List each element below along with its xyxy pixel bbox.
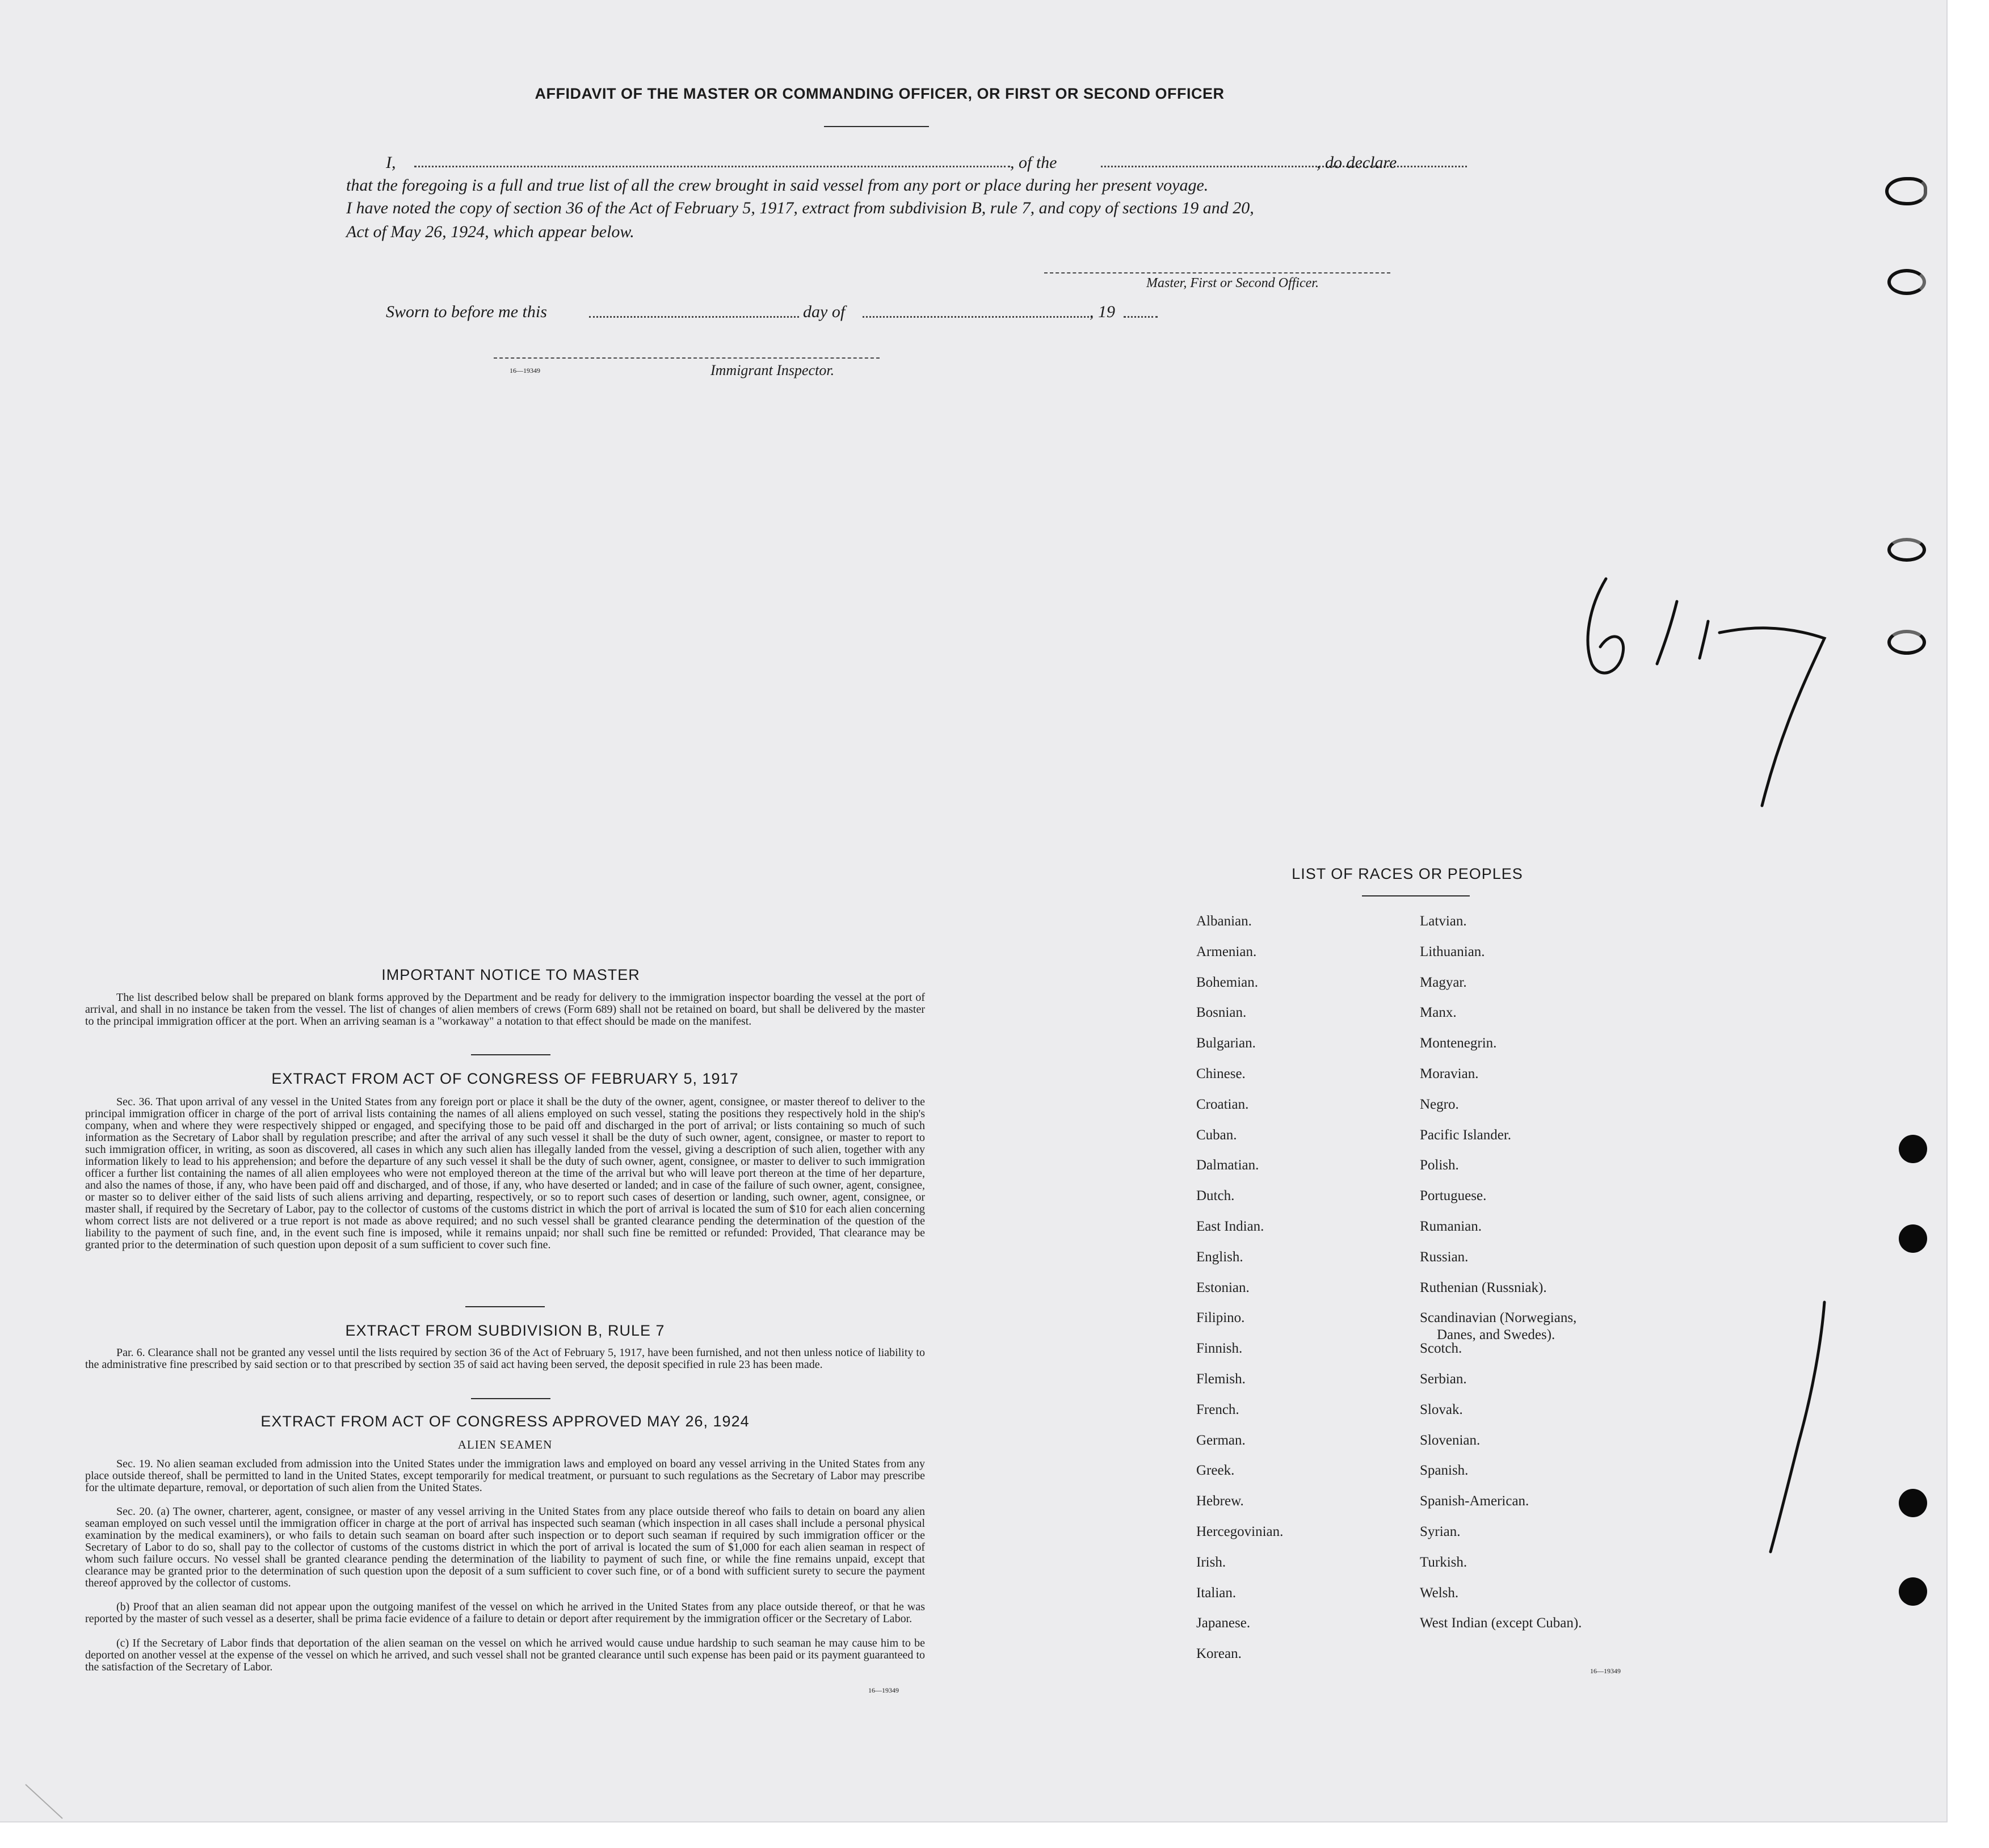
races-left-column — [1196, 914, 1412, 1674]
race-item: Bulgarian. — [1196, 1035, 1256, 1051]
sworn-text: Sworn to before me this — [386, 302, 547, 321]
race-item: Finnish. — [1196, 1341, 1243, 1356]
extract-form-number: 16—19349 — [868, 1686, 899, 1694]
affidavit-line-4: Act of May 26, 1924, which appear below. — [346, 222, 634, 241]
extract-1917-body: Sec. 36. That upon arrival of any vessel in the United States from any foreign port or place it shall be the duty of the owner, agent, consignee, or master thereof to deliver to the principal immigration officer in charge of the port of arrival lists containing the names of all aliens employed on such vessel, stating the positions they respectively hold in the ship's company, when and where they were respectively shipped or engaged, and specifying those to be paid off and discharged in the port of arrival; or lists containing so much of such information as the Secretary of Labor shall by regulation prescribe; and after the arrival of any such vessel it shall be the duty of such owner, agent, consignee, or master to report to such immigration officer, in writing, as soon as discovered, all cases in which any such alien has illegally landed from the vessel, giving a description of such alien, together with any information likely to lead to his apprehension; and before the departure of any such vessel it shall be the duty of such owner, agent, consignee, or master to deliver to such immigration officer a further list containing the names of all alien employees who were not employed thereon at the time of the arrival but who will leave port thereon at the time of her departure, and also the names of those, if any, who have been paid off and discharged, and of those, if any, who have deserted or landed; and in case of the failure of such owner, agent, consignee, or master so to deliver either of the said lists of such aliens arriving and departing, respectively, or so to report such cases of desertion or landing, such owner, agent, consignee, or master shall, if required by the Secretary of Labor, pay to the collector of customs of the customs district in which the port of arrival is located the sum of $10 for each alien concerning whom correct lists are not delivered or a true report is not made as above required; and no such vessel shall be granted clearance pending the determination of the question of the liability to the payment of such fine, and, in the event such fine is imposed, while it remains unpaid; nor shall such fine be remitted or refunded: Provided, That clearance may be granted prior to the determination of such question upon deposit of a sum sufficient to cover such fine. — [85, 1096, 925, 1251]
binder-clip-2 — [1887, 269, 1926, 295]
race-item: Lithuanian. — [1420, 944, 1485, 959]
notice-rule — [471, 1054, 550, 1055]
sworn-year-field[interactable] — [1124, 316, 1158, 318]
races-form-number: 16—19349 — [1590, 1667, 1621, 1675]
affidavit-line-3: I have noted the copy of section 36 of the Act of February 5, 1917, extract from subdivision B, rule 7, and copy of sections 19 and 20, — [346, 199, 1254, 217]
affidavit-title: AFFIDAVIT OF THE MASTER OR COMMANDING OFFICER, OR FIRST OR SECOND OFFICER — [535, 85, 1225, 102]
extract-1924-subtitle: ALIEN SEAMEN — [457, 1438, 553, 1451]
race-item: Korean. — [1196, 1646, 1242, 1661]
race-item: Armenian. — [1196, 944, 1257, 959]
race-item: Latvian. — [1420, 914, 1467, 929]
race-item: Serbian. — [1420, 1371, 1467, 1387]
binder-clip-3 — [1887, 538, 1926, 562]
race-item: German. — [1196, 1433, 1246, 1448]
extract-1917-title: EXTRACT FROM ACT OF CONGRESS OF FEBRUARY 5, 1917 — [271, 1070, 739, 1087]
race-item: Syrian. — [1420, 1524, 1461, 1539]
race-item: Flemish. — [1196, 1371, 1246, 1387]
race-item: Dutch. — [1196, 1188, 1235, 1203]
inspector-signature-line[interactable] — [494, 357, 880, 359]
signature-label: Master, First or Second Officer. — [1146, 276, 1319, 291]
race-item: Russian. — [1420, 1249, 1469, 1265]
race-item: Rumanian. — [1420, 1219, 1482, 1234]
day-of-text: day of — [803, 302, 846, 321]
extract-1924-sec19: Sec. 19. No alien seaman excluded from admission into the United States under the immigration laws and employed on board any vessel arriving in the United States from any place outside thereof, shall be permitted to land in the United States, except temporarily for medical treatment, or pursuant to such regulations as the Secretary of Labor may prescribe for the ultimate departure, removal, or deportation of such alien from the United States. — [85, 1458, 925, 1494]
races-title: LIST OF RACES OR PEOPLES — [1292, 865, 1523, 882]
vessel-name-field[interactable] — [1101, 166, 1467, 167]
race-item: Slovenian. — [1420, 1433, 1481, 1448]
race-item: Spanish. — [1420, 1463, 1469, 1478]
sworn-line — [386, 302, 1180, 325]
race-item: Scandinavian (Norwegians, — [1420, 1310, 1577, 1325]
race-item: Danes, and Swedes). — [1437, 1327, 1555, 1342]
affidavit-title-rule — [824, 126, 929, 127]
race-item: Irish. — [1196, 1555, 1226, 1570]
race-item: Portuguese. — [1420, 1188, 1487, 1203]
race-item: Scotch. — [1420, 1341, 1462, 1356]
extract-1924-sec20b: (b) Proof that an alien seaman did not appear upon the outgoing manifest of the vessel on which he arrived in the United States from any place outside thereof, or that he was reported by the master of such vessel as a deserter, shall be prima facie evidence of a failure to detain or deport after requirement by the immigration officer or the Secretary of Labor. — [85, 1601, 925, 1625]
race-item: Chinese. — [1196, 1066, 1246, 1081]
affidavit-form-number: 16—19349 — [510, 367, 540, 374]
year-prefix: , 19 — [1090, 302, 1115, 321]
race-item: Slovak. — [1420, 1402, 1463, 1417]
binder-clip-4 — [1887, 630, 1926, 655]
punch-hole-2 — [1899, 1224, 1927, 1253]
affidavit-line-1 — [386, 153, 1419, 176]
race-item: Pacific Islander. — [1420, 1127, 1512, 1143]
affidavit-do-declare: , do declare — [1317, 153, 1397, 172]
sworn-month-field[interactable] — [863, 316, 1092, 318]
punch-hole-4 — [1899, 1577, 1927, 1606]
sworn-day-field[interactable] — [589, 316, 799, 318]
notice-title: IMPORTANT NOTICE TO MASTER — [381, 966, 640, 983]
race-item: Montenegrin. — [1420, 1035, 1497, 1051]
punch-hole-3 — [1899, 1489, 1927, 1517]
races-title-rule — [1362, 895, 1470, 896]
extract-1924-sec20a: Sec. 20. (a) The owner, charterer, agent, consignee, or master of any vessel arriving in the United States from any place outside thereof who fails to detain on board any alien seaman employed on such vessel until the immigration officer in charge at the port of arrival has inspected such seaman (which inspection in all cases shall include a personal physical examination by the medical examiners), or who fails to detain such seaman on board after such inspection or to deport such seaman if required by such immigration officer or the Secretary of Labor to do so, shall pay to the collector of customs of the customs district in which the port of arrival is located the sum of $1,000 for each alien seaman in respect of whom such failure occurs. No vessel shall be granted clearance pending the determination of the liability to payment of such fine, or while the fine remains unpaid, except that clearance may be granted prior to the determination of such question upon the deposit of a sum sufficient to cover such fine, or of a bond with sufficient surety to secure the payment thereof approved by the collector of customs. — [85, 1505, 925, 1589]
extract-rule7-rule — [471, 1398, 550, 1399]
race-item: East Indian. — [1196, 1219, 1264, 1234]
handwritten-page-number — [1566, 567, 1839, 817]
race-item: Manx. — [1420, 1005, 1457, 1020]
race-item: Italian. — [1196, 1585, 1237, 1601]
race-item: Hercegovinian. — [1196, 1524, 1284, 1539]
race-item: Turkish. — [1420, 1555, 1467, 1570]
race-item: Albanian. — [1196, 914, 1252, 929]
race-item: Welsh. — [1420, 1585, 1459, 1601]
race-item: Cuban. — [1196, 1127, 1237, 1143]
master-name-field[interactable] — [414, 166, 1010, 167]
handwritten-vertical-stroke — [1736, 1294, 1839, 1560]
race-item: Croatian. — [1196, 1097, 1249, 1112]
punch-hole-1 — [1899, 1135, 1927, 1163]
race-item: Moravian. — [1420, 1066, 1479, 1081]
race-item: Japanese. — [1196, 1615, 1251, 1631]
race-item: Polish. — [1420, 1157, 1459, 1173]
race-item: Hebrew. — [1196, 1493, 1244, 1509]
race-item: West Indian (except Cuban). — [1420, 1615, 1582, 1631]
extract-1917-rule — [465, 1306, 545, 1307]
race-item: Filipino. — [1196, 1310, 1245, 1325]
binder-clip-1 — [1885, 177, 1927, 205]
signature-line[interactable] — [1044, 272, 1390, 273]
notice-body: The list described below shall be prepared on blank forms approved by the Department and be ready for delivery to the immigration inspector boarding the vessel at the port of arrival, and shall in no instance be taken from the vessel. The list of changes of alien members of crews (Form 689) shall not be retained on board, but shall be delivered by the master to the principal immigration officer at the port. When an arriving seaman is a "workaway" a notation to that effect should be made on the manifest. — [85, 991, 925, 1028]
race-item: Negro. — [1420, 1097, 1459, 1112]
inspector-label: Immigrant Inspector. — [710, 362, 835, 378]
race-item: Bohemian. — [1196, 975, 1259, 990]
race-item: Estonian. — [1196, 1280, 1250, 1295]
extract-rule7-title: EXTRACT FROM SUBDIVISION B, RULE 7 — [345, 1322, 665, 1339]
affidavit-i: I, — [386, 153, 396, 172]
affidavit-of-the: , of the — [1010, 153, 1057, 172]
race-item: Magyar. — [1420, 975, 1467, 990]
extract-1924-sec20c: (c) If the Secretary of Labor finds that deportation of the alien seaman on the vessel on which he arrived would cause undue hardship to such seaman he may cause him to be deported on another vessel at the expense of the vessel on which he arrived, and such vessel shall not be granted clearance until such expense has been paid or its payment guaranteed to the satisfaction of the Secretary of Labor. — [85, 1637, 925, 1673]
affidavit-line-2: that the foregoing is a full and true list of all the crew brought in said vessel from any port or place during her present voyage. — [346, 176, 1209, 195]
race-item: Dalmatian. — [1196, 1157, 1259, 1173]
races-right-column — [1420, 914, 1681, 1674]
race-item: Spanish-American. — [1420, 1493, 1529, 1509]
race-item: Greek. — [1196, 1463, 1235, 1478]
race-item: English. — [1196, 1249, 1243, 1265]
race-item: French. — [1196, 1402, 1239, 1417]
race-item: Ruthenian (Russniak). — [1420, 1280, 1547, 1295]
race-item: Bosnian. — [1196, 1005, 1247, 1020]
extract-1924-title: EXTRACT FROM ACT OF CONGRESS APPROVED MAY 26, 1924 — [260, 1413, 750, 1430]
extract-rule7-body: Par. 6. Clearance shall not be granted any vessel until the lists required by section 36 of the Act of February 5, 1917, have been furnished, and not then unless notice of liability to the administrative fine prescribed by said section or to that prescribed by section 35 of said act having been served, the deposit specified in rule 23 has been made. — [85, 1346, 925, 1371]
folded-corner — [23, 1782, 68, 1821]
